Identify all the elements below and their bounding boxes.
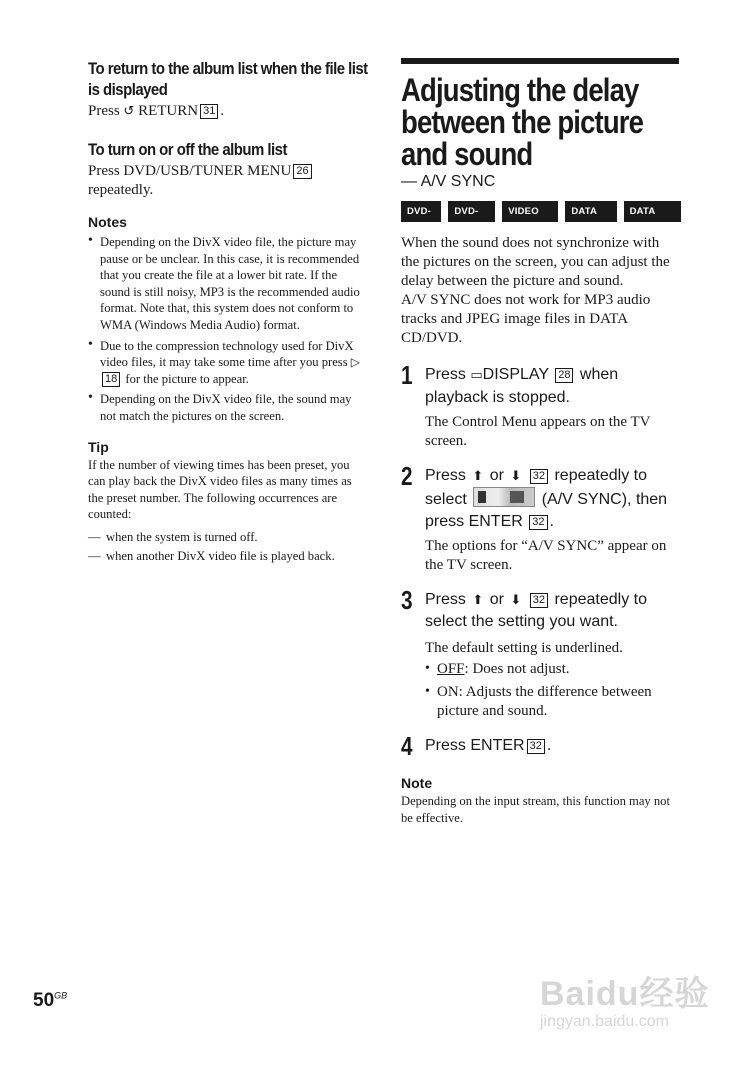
step-number: 1 bbox=[401, 360, 413, 390]
notes-label: Notes bbox=[88, 214, 127, 230]
button-number-box: 32 bbox=[529, 515, 547, 530]
step-instruction: Press ▭DISPLAY 28 when playback is stopped. bbox=[425, 366, 619, 406]
option-list bbox=[425, 660, 681, 721]
badge-dvd-vr: DVD-VR bbox=[448, 201, 495, 222]
display-icon: ▭ bbox=[470, 368, 483, 383]
step-3 bbox=[401, 585, 681, 721]
return-icon: ↺ bbox=[123, 104, 135, 119]
up-arrow-icon: ⬆ bbox=[472, 592, 484, 607]
intro-paragraph-2: A/V SYNC does not work for MP3 audio tracks and JPEG image files in DATA CD/DVD. bbox=[401, 292, 651, 346]
note-item: • Depending on the DivX video file, the sound may not match the pictures on the screen. bbox=[88, 391, 370, 424]
step-number: 3 bbox=[401, 585, 413, 615]
tip-item: — when another DivX video file is played back. bbox=[88, 548, 370, 565]
title-rule bbox=[401, 58, 679, 64]
step-4 bbox=[401, 731, 681, 761]
up-arrow-icon: ⬆ bbox=[472, 468, 484, 483]
tip-item: — when the system is turned off. bbox=[88, 529, 370, 546]
av-sync-menu-icon bbox=[473, 487, 535, 507]
page-number: $50^{GB}$ bbox=[33, 990, 68, 1011]
heading-return-album-list: To return to the album list when the file list is displayed bbox=[88, 59, 368, 99]
button-number-box: 32 bbox=[530, 593, 548, 608]
note-label: Note bbox=[401, 775, 433, 791]
step-2 bbox=[401, 461, 681, 575]
play-icon: ▷ bbox=[350, 355, 360, 370]
button-number-box: 31 bbox=[200, 104, 218, 119]
note-item: • Due to the compression technology used for DivX video files, it may take some time after you press ▷ 18 for the picture to appear. bbox=[88, 338, 370, 388]
section-title: Adjusting the delay between the picture and sound bbox=[401, 72, 644, 172]
button-number-box: 32 bbox=[527, 739, 545, 754]
section-subtitle: — A/V SYNC bbox=[401, 173, 496, 190]
badge-data-dvd: DATA DVD bbox=[624, 201, 681, 222]
step-number: 4 bbox=[401, 731, 413, 761]
heading-album-list-toggle: To turn on or off the album list bbox=[88, 140, 287, 159]
badge-video-cd: VIDEO CD bbox=[502, 201, 558, 222]
down-arrow-icon: ⬇ bbox=[510, 468, 522, 483]
step-number: 2 bbox=[401, 461, 413, 491]
down-arrow-icon: ⬇ bbox=[510, 592, 522, 607]
disc-type-badges bbox=[401, 201, 681, 238]
menu-instruction: Press DVD/USB/TUNER MENU 26 repeatedly. bbox=[88, 162, 370, 200]
intro-paragraph: When the sound does not synchronize with the pictures on the screen, you can adjust the delay between the picture and sound. bbox=[401, 235, 670, 289]
note-text: Depending on the input stream, this function may not be effective. bbox=[401, 794, 670, 825]
right-column bbox=[401, 58, 681, 826]
badge-data-cd: DATA CD bbox=[565, 201, 616, 222]
button-number-box: 26 bbox=[293, 164, 311, 179]
option-item: • ON: Adjusts the difference between picture and sound. bbox=[425, 683, 681, 721]
baidu-watermark: Baidu经验 jingyan.baidu.com bbox=[540, 975, 710, 1030]
button-number-box: 18 bbox=[102, 372, 120, 387]
note-item: • Depending on the DivX video file, the picture may pause or be unclear. In this case, it is recommended that you create the file at a lower bit rate. If the sound is still noisy, MP3 is the recommended audio format. Note that, this system does not conform to WMA (Windows Media Audio) format. bbox=[88, 234, 370, 334]
step-1 bbox=[401, 360, 681, 451]
button-number-box: 28 bbox=[555, 368, 573, 383]
badge-dvd-v: DVD-V bbox=[401, 201, 441, 222]
option-item: • OFF: Does not adjust. bbox=[425, 660, 681, 679]
left-column bbox=[88, 58, 370, 566]
button-number-box: 32 bbox=[530, 469, 548, 484]
step-note: The Control Menu appears on the TV screen. bbox=[425, 414, 651, 449]
tip-list bbox=[88, 529, 370, 564]
step-instruction: Press ⬆ or ⬇ 32 repeatedly to select the setting you want. bbox=[425, 591, 647, 630]
tip-label: Tip bbox=[88, 438, 109, 455]
step-note: The options for “A/V SYNC” appear on the TV screen. bbox=[425, 538, 667, 573]
step-instruction: Press ENTER 32 . bbox=[425, 737, 552, 754]
tip-text: If the number of viewing times has been preset, you can play back the DivX video files as many times as the preset number. The following occurrences are counted: bbox=[88, 457, 352, 522]
step-instruction: Press ⬆ or ⬇ 32 repeatedly to select (A/V SYNC), then press ENTER 32 . bbox=[425, 467, 668, 530]
step-note: The default setting is underlined. bbox=[425, 640, 623, 656]
return-instruction: Press ↺ RETURN 31 . bbox=[88, 103, 225, 119]
notes-list bbox=[88, 234, 370, 425]
